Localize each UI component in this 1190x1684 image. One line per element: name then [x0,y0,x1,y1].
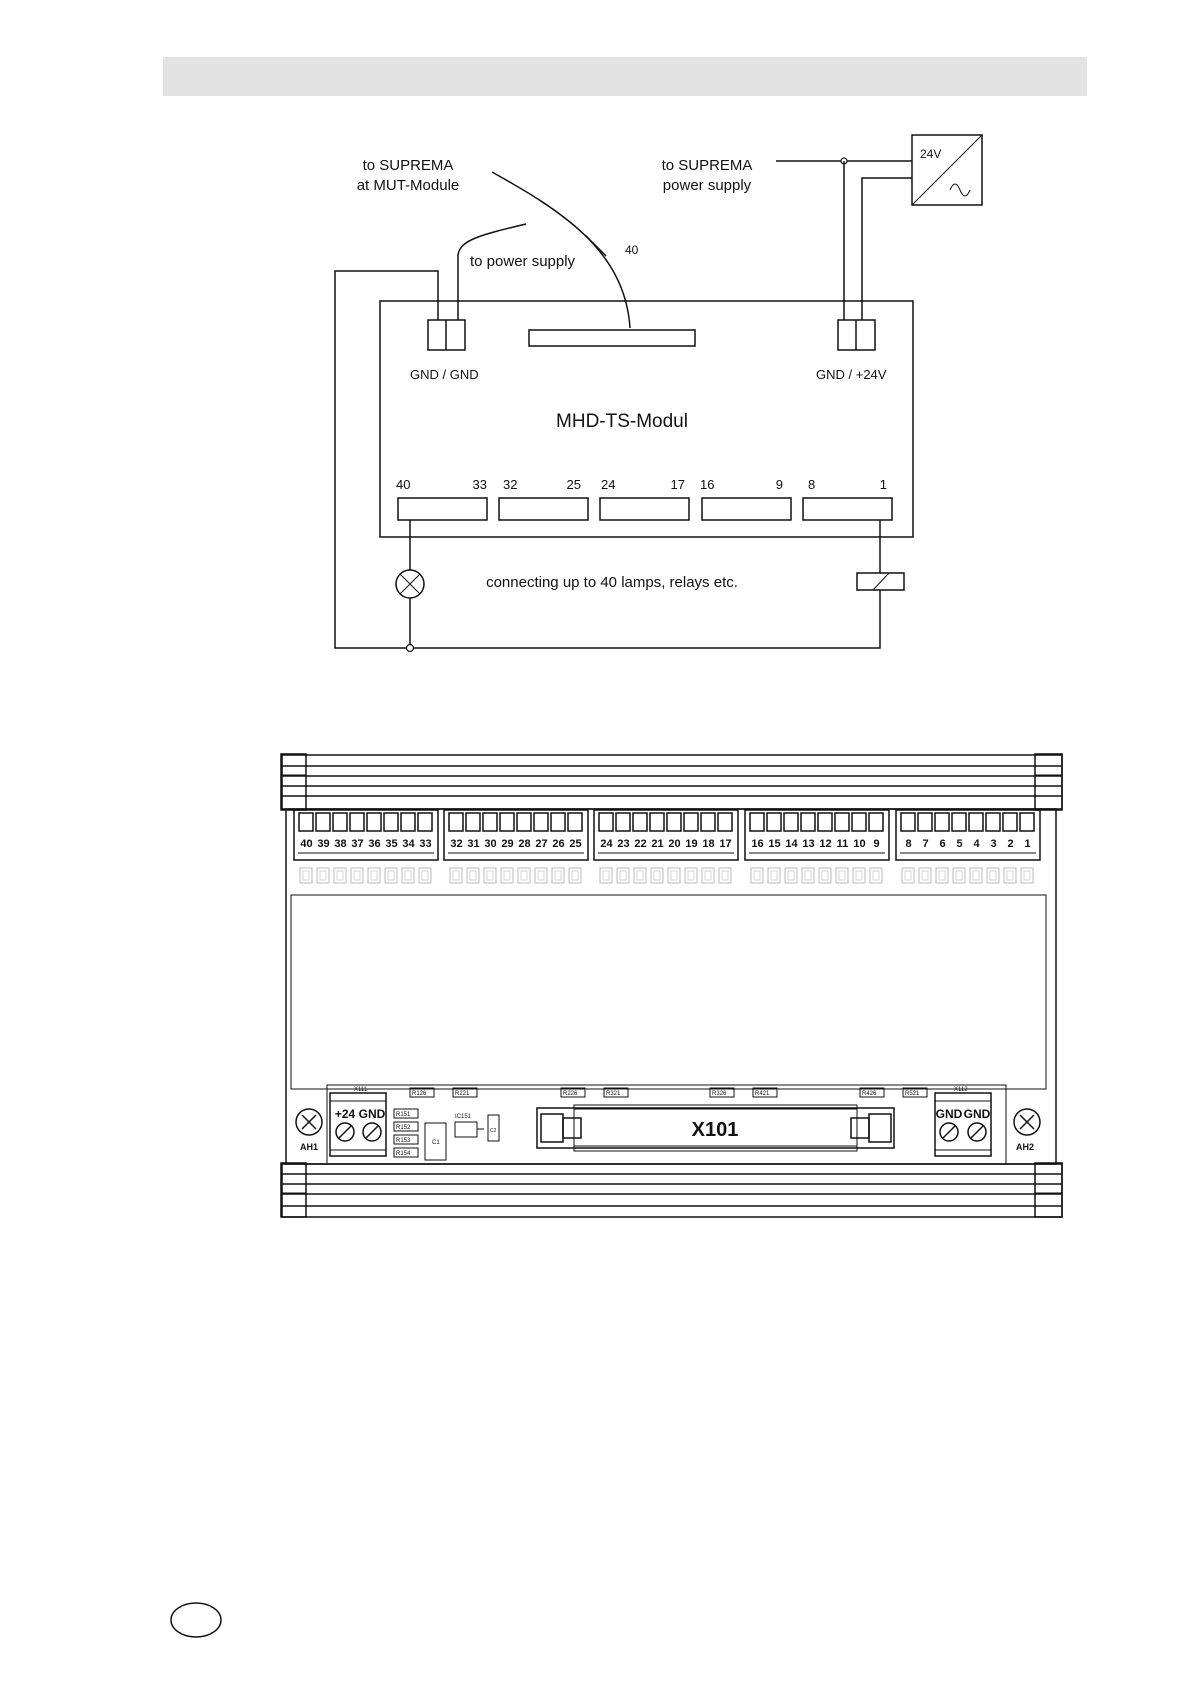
power-label-line2: power supply [662,177,752,194]
ah1-label: AH1 [300,1142,319,1152]
led-indicator [936,868,948,883]
led-indicator [518,868,530,883]
terminal-number: 23 [617,838,630,850]
led-indicator [450,868,462,883]
terminal-slot [350,813,364,831]
led-indicator [702,868,714,883]
led-indicator [484,868,496,883]
terminal-x112 [935,1087,991,1156]
output-block [499,498,588,520]
terminal-number: 35 [385,838,398,850]
output-block [600,498,689,520]
terminal-number: 6 [939,838,946,850]
terminal-slot [599,813,613,831]
x111-pin: +24 [334,1107,356,1121]
terminal-slot [333,813,347,831]
terminal-number: 30 [484,838,497,850]
terminal-number: 4 [973,838,980,850]
terminal-slot [986,813,1000,831]
x101-label: X101 [691,1119,739,1141]
led-indicator [368,868,380,883]
left-terminal-label: GND / GND [410,367,479,382]
terminal-number: 18 [702,838,715,850]
range-from: 16 [700,477,715,492]
terminal-number: 36 [368,838,381,850]
terminal-slot [316,813,330,831]
terminal-slot [1020,813,1034,831]
terminal-slot [969,813,983,831]
language-badge [171,1603,221,1637]
terminal-slot [952,813,966,831]
terminal-slot [1003,813,1017,831]
module-box [380,301,913,537]
terminal-slot [918,813,932,831]
terminal-number: 11 [836,838,849,850]
led-indicator [870,868,882,883]
connector-x101 [537,1105,894,1151]
terminal-slot [551,813,565,831]
led-indicator [569,868,581,883]
terminal-slot [901,813,915,831]
resistor-label: R152 [396,1125,411,1131]
components [425,1114,499,1160]
ah2-label: AH2 [1016,1142,1035,1152]
to-power-supply-label: to power supply [470,253,576,270]
terminal-number: 5 [956,838,963,850]
terminal-slot [367,813,381,831]
led-indicator [836,868,848,883]
terminal-slot [616,813,630,831]
terminal-number: 15 [768,838,781,850]
terminal-slot [935,813,949,831]
cable-mark-40: 40 [625,243,639,257]
terminal-number: 13 [802,838,815,850]
led-indicator [334,868,346,883]
output-block [702,498,791,520]
terminal-number: 9 [873,838,880,850]
led-indicator [919,868,931,883]
resistor-label: R326 [712,1091,727,1097]
terminal-number: 8 [905,838,912,850]
ic151-label: IC151 [455,1114,472,1120]
mut-label-line2: at MUT-Module [356,177,460,194]
led-indicator [300,868,312,883]
terminal-number: 16 [751,838,764,850]
output-block [398,498,487,520]
terminal-slot [784,813,798,831]
terminal-slot [818,813,832,831]
resistor-label: R521 [905,1091,920,1097]
terminal-slot [483,813,497,831]
led-indicator [351,868,363,883]
terminal-slot [701,813,715,831]
resistor-label: R151 [396,1112,411,1118]
terminal-number: 33 [419,838,432,850]
led-indicator [634,868,646,883]
terminal-board [281,754,1062,1217]
led-indicator [853,868,865,883]
load-caption: connecting up to 40 lamps, relays etc. [486,574,738,591]
range-from: 40 [396,477,411,492]
x111-label: X111 [354,1087,368,1093]
led-indicator [317,868,329,883]
terminal-number: 20 [668,838,681,850]
labels-top [357,157,753,270]
led-indicator [600,868,612,883]
terminal-number: 14 [785,838,798,850]
led-indicator [552,868,564,883]
led-indicator [685,868,697,883]
led-indicator [751,868,763,883]
resistor-label: R221 [455,1091,470,1097]
led-indicator [802,868,814,883]
terminal-number: 34 [402,838,415,850]
terminal-number: 38 [334,838,347,850]
terminal-slot [534,813,548,831]
terminal-slot [801,813,815,831]
terminal-number: 17 [719,838,732,850]
led-indicator [1004,868,1016,883]
terminal-slot [718,813,732,831]
resistor-label: R426 [862,1091,877,1097]
terminal-slot [418,813,432,831]
resistor-label: R421 [755,1091,770,1097]
terminal-number: 12 [819,838,832,850]
led-indicator [953,868,965,883]
led-indicator [535,868,547,883]
led-indicator [617,868,629,883]
terminal-number: 31 [467,838,480,850]
terminal-slot [449,813,463,831]
right-terminal-label: GND / +24V [816,367,887,382]
mount-right [1014,1109,1040,1152]
led-indicator [970,868,982,883]
ac-icon [950,184,970,196]
terminal-slot [667,813,681,831]
terminal-number: 7 [922,838,929,850]
resistor-stack [394,1109,418,1157]
led-indicator [385,868,397,883]
led-indicator [768,868,780,883]
terminal-slot [466,813,480,831]
x111-pin: GND [358,1107,386,1121]
terminal-number: 19 [685,838,698,850]
range-from: 32 [503,477,518,492]
led-indicator [987,868,999,883]
range-to: 25 [566,477,581,492]
terminal-number: 24 [600,838,613,850]
x112-pin: GND [935,1107,963,1121]
psu-wires [776,158,912,320]
output-blocks [396,477,892,520]
terminal-number: 28 [518,838,531,850]
terminal-slot [684,813,698,831]
resistor-label: R126 [412,1091,427,1097]
terminal-strip [294,810,1040,860]
resistor-label: R154 [396,1151,411,1157]
led-indicator [902,868,914,883]
led-indicator [719,868,731,883]
terminal-number: 37 [351,838,364,850]
psu-voltage: 24V [920,147,942,161]
terminal-slot [401,813,415,831]
terminal-number: 29 [501,838,514,850]
terminal-number: 25 [569,838,582,850]
terminal-number: 22 [634,838,647,850]
led-indicator [1021,868,1033,883]
range-to: 1 [879,477,887,492]
ic151 [455,1122,477,1137]
loads [396,520,904,652]
resistor-label: R226 [563,1091,578,1097]
range-to: 9 [775,477,783,492]
resistor-label: R153 [396,1138,411,1144]
led-row [300,868,1033,883]
terminal-number: 39 [317,838,330,850]
terminal-slot [517,813,531,831]
c1-label: C1 [432,1140,440,1146]
led-indicator [402,868,414,883]
terminal-slot [852,813,866,831]
power-label-line1: to SUPREMA [661,157,753,174]
terminal-number: 32 [450,838,463,850]
led-indicator [419,868,431,883]
ribbon-connector [529,330,695,346]
terminal-number: 2 [1007,838,1014,850]
terminal-slot [650,813,664,831]
terminal-number: 27 [535,838,548,850]
led-indicator [785,868,797,883]
module-title: MHD-TS-Modul [556,411,688,432]
x112-label: X112 [954,1087,968,1093]
terminal-slot [384,813,398,831]
terminal-number: 10 [853,838,866,850]
terminal-slot [750,813,764,831]
terminal-slot [767,813,781,831]
terminal-slot [299,813,313,831]
mut-cable [458,172,630,328]
terminal-slot [568,813,582,831]
c2-label: C2 [490,1128,497,1134]
led-indicator [651,868,663,883]
range-to: 33 [472,477,487,492]
output-block [803,498,892,520]
resistor-label: R321 [606,1091,621,1097]
terminal-number: 26 [552,838,565,850]
led-indicator [467,868,479,883]
terminal-slot [835,813,849,831]
terminal-number: 3 [990,838,997,850]
mount-left [296,1109,322,1152]
terminal-number: 40 [300,838,313,850]
range-to: 17 [670,477,685,492]
x112-pin: GND [963,1107,991,1121]
terminal-slot [500,813,514,831]
mut-label-line1: to SUPREMA [362,157,454,174]
terminal-slot [869,813,883,831]
terminal-x111 [330,1087,386,1156]
terminal-number: 1 [1024,838,1031,850]
terminal-slot [633,813,647,831]
terminal-number: 21 [651,838,664,850]
led-indicator [819,868,831,883]
range-from: 8 [808,477,816,492]
power-supply-symbol [912,135,982,205]
range-from: 24 [601,477,616,492]
led-indicator [501,868,513,883]
led-indicator [668,868,680,883]
